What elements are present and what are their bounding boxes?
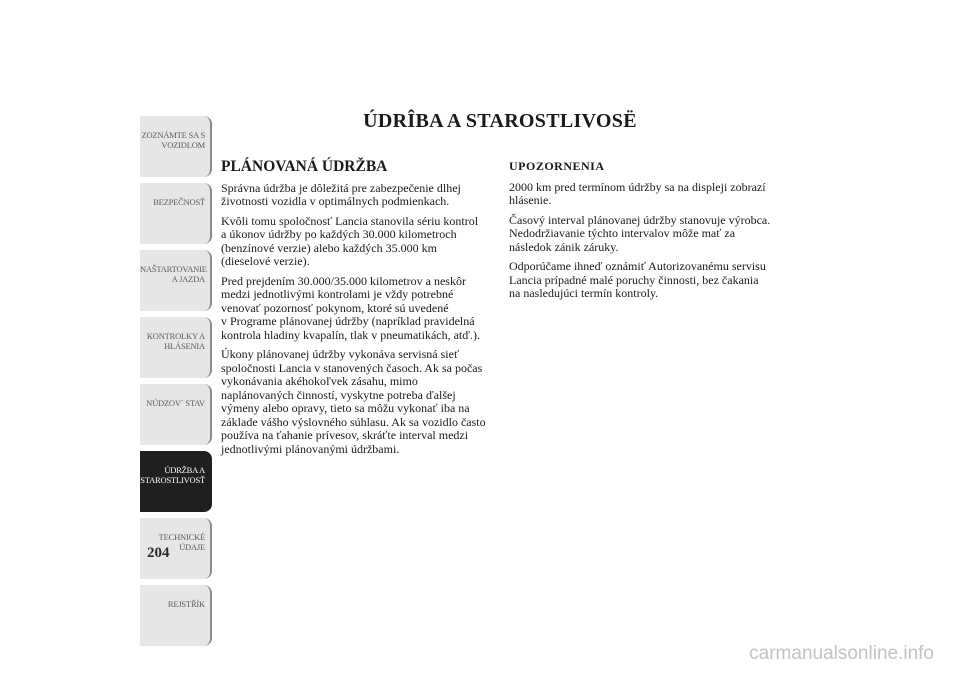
tab-label: NAŠTARTOVANIE A JAZDA: [140, 264, 207, 284]
tab-udrzba[interactable]: [140, 451, 212, 512]
tab-zoznamte-sa[interactable]: [140, 116, 212, 177]
tab-label: ZOZNÁMTE SA S VOZIDLOM: [141, 130, 205, 150]
paragraph: Správna údržba je dôležitá pre zabezpečenie dlhej životnosti vozidla v optimálnych podmienkach.: [221, 180, 461, 208]
tab-label: REJSTŘÍK: [167, 599, 205, 609]
tab-label: BEZPEČNOSŤ: [153, 197, 205, 207]
tab-rejstrik[interactable]: [140, 585, 212, 646]
left-column: [221, 160, 493, 462]
tab-bezpecnost[interactable]: [140, 183, 212, 244]
right-column: [509, 160, 781, 307]
warnings-title: UPOZORNENIA: [509, 159, 605, 173]
tab-nudzovy-stav[interactable]: [140, 384, 212, 445]
tab-label: NÚDZOV´ STAV: [146, 398, 205, 408]
paragraph: Úkony plánovanej údržby vykonáva servisná sieť spoločnosti Lancia v stanovených časoch. Ak sa počas vykonávania akéhokoľvek zásahu, mimo naplánovaných činností, vyskytne potreba ďalšej výmeny alebo opravy, tieto sa môžu vykonať iba na základe vášho výslovného súhlasu. Ak sa vozidlo často používa na ťahanie prívesov, skráťte interval medzi jednotlivými plánovanými údržbami.: [221, 347, 486, 456]
paragraph: Pred prejdením 30.000/35.000 kilometrov a neskôr medzi jednotlivými kontrolami je vždy potrebné venovať pozornosť pokynom, ktoré sú uvedené v Programe plánovanej údržby (napríklad pravidelná kontrola hladiny kvapalín, tlak v pneumatikách, atď.).: [221, 273, 481, 342]
tab-nastartovanie[interactable]: [140, 250, 212, 311]
tab-label: KONTROLKY A HLÁSENIA: [146, 331, 205, 351]
tab-label: ÚDRŽBA A STAROSTLIVOSŤ: [140, 465, 205, 485]
tab-label: TECHNICKÉ ÚDAJE: [158, 532, 205, 552]
watermark: carmanualsonline.info: [749, 643, 934, 664]
paragraph: Časový interval plánovanej údržby stanovuje výrobca. Nedodržiavanie týchto intervalov môže mať za následok zánik záruky.: [509, 212, 771, 254]
paragraph: Odporúčame ihneď oznámiť Autorizovanému servisu Lancia prípadné malé poruchy činnosti, bez čakania na nasledujúci termín kontroly.: [509, 259, 766, 300]
chapter-tabs: [140, 116, 212, 652]
section-title: PLÁNOVANÁ ÚDRŽBA: [221, 158, 388, 175]
paragraph: Kvôli tomu spoločnosť Lancia stanovila sériu kontrol a úkonov údržby po každých 30.000 kilometroch (benzínové verzie) alebo každých 35.000 km (dieselové verzie).: [221, 213, 479, 268]
chapter-title: ÚDRÎBA A STAROSTLIVOSË: [363, 110, 637, 132]
paragraph: 2000 km pred termínom údržby sa na displeji zobrazí hlásenie.: [509, 179, 766, 207]
tab-kontrolky[interactable]: [140, 317, 212, 378]
page-number: 204: [147, 545, 170, 561]
